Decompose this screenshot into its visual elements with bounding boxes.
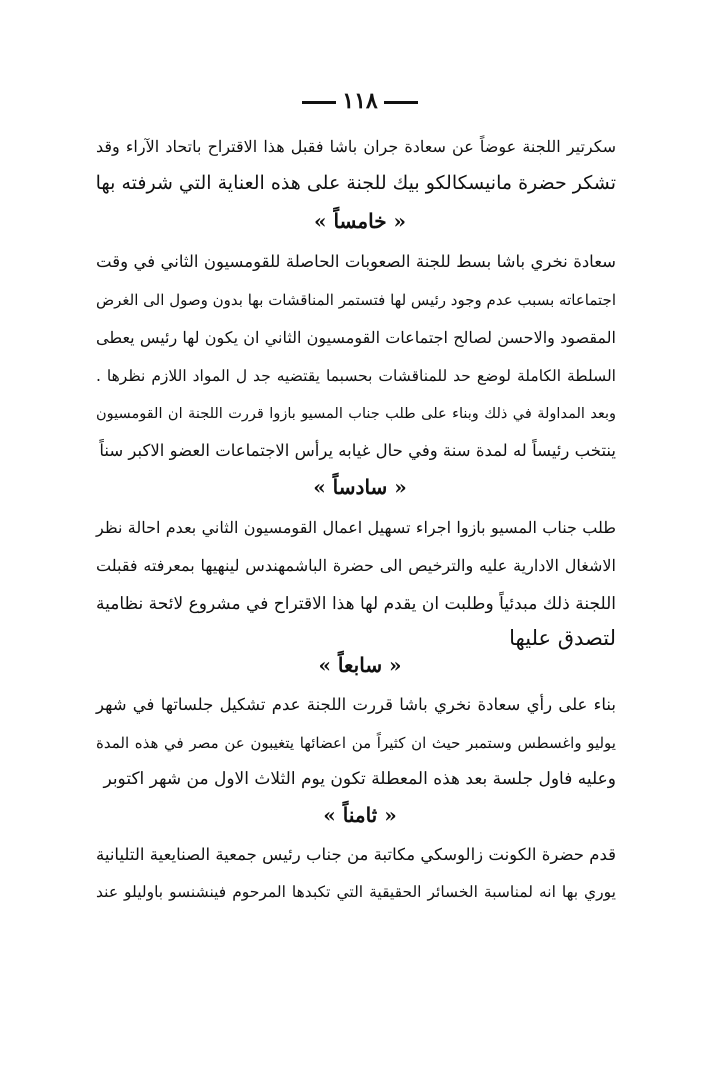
text-line: طلب جناب المسيو بازوا اجراء تسهيل اعمال القومسيون الثاني بعدم احالة نظر: [96, 518, 616, 537]
text-line: يوري بها انه لمناسبة الخسائر الحقيقية التي تكبدها المرحوم فينشنسو باوليلو عند: [96, 883, 616, 901]
section-heading-5: « خامساً »: [313, 209, 407, 233]
text-line: السلطة الكاملة لوضع حد للمناقشات بحسبما يقتضيه جد ل المواد اللازم نظرها .: [96, 367, 616, 385]
text-line: سعادة نخري باشا بسط للجنة الصعوبات الحاصلة للقومسيون الثاني في وقت: [96, 252, 616, 271]
text-line: الاشغال الادارية عليه والترخيص الى حضرة الباشمهندس لينهيها بمعرفته فقبلت: [96, 556, 616, 575]
text-line: وبعد المداولة في ذلك وبناء على طلب جناب المسيو بازوا قررت اللجنة ان القومسيون: [96, 406, 616, 422]
text-line: لتصدق عليها: [509, 626, 616, 650]
text-line: بناء على رأي سعادة نخري باشا قررت اللجنة عدم تشكيل جلساتها في شهر: [96, 695, 616, 714]
right-dash: [384, 101, 418, 104]
text-line: يوليو واغسطس وستمبر حيث ان كثيراً من اعضائها يتغيبون عن مصر في هذه المدة: [96, 734, 616, 752]
left-dash: [302, 101, 336, 104]
page-number: ١١٨: [342, 88, 378, 114]
text-line: اجتماعاته بسبب عدم وجود رئيس لها فتستمر المناقشات بها بدون وصول الى الغرض: [96, 291, 616, 309]
section-heading-8: « ثامناً »: [323, 803, 397, 827]
section-heading-7: « سابعاً »: [318, 653, 402, 677]
text-line: اللجنة ذلك مبدئياً وطلبت ان يقدم لها هذا الاقتراح في مشروع لائحة نظامية: [96, 594, 616, 614]
text-line: تشكر حضرة مانيسكالكو بيك للجنة على هذه العناية التي شرفته بها: [95, 172, 616, 194]
section-heading-6: « سادساً »: [313, 475, 407, 499]
page-number-header: [0, 88, 720, 114]
text-line: المقصود والاحسن لصالح اجتماعات القومسيون الثاني ان يكون لها رئيس يعطى: [96, 328, 616, 347]
text-line: قدم حضرة الكونت زالوسكي مكاتبة من جناب رئيس جمعية الصنايعية التليانية: [96, 845, 616, 864]
text-line: ينتخب رئيساً له لمدة سنة وفي حال غيابه يرأس الاجتماعات العضو الاكبر سناً: [99, 441, 616, 460]
text-line: وعليه فاول جلسة بعد هذه المعطلة تكون يوم الثلاث الاول من شهر اكتوبر: [103, 769, 616, 789]
text-line: سكرتير اللجنة عوضاً عن سعادة جران باشا فقبل هذا الاقتراح باتحاد الآراء وقد: [96, 137, 616, 156]
